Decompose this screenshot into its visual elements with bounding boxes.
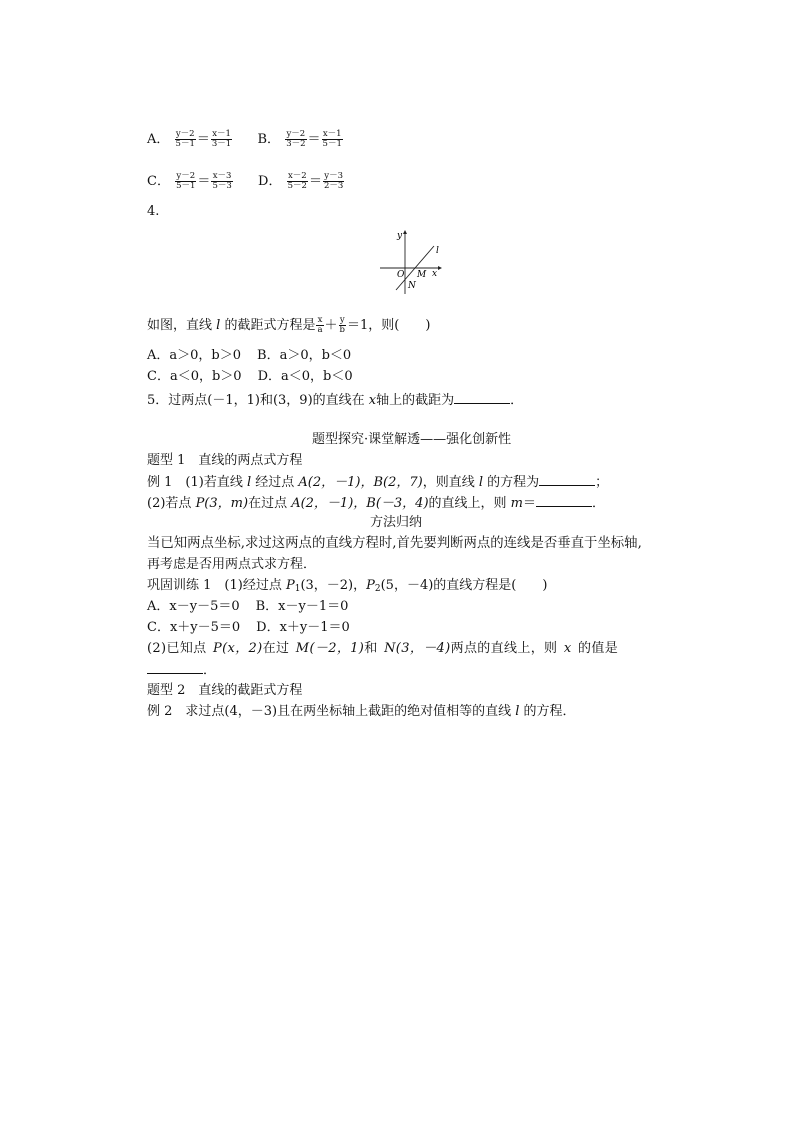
- drill1-options-row1: [147, 598, 348, 616]
- x-axis-arrow: [438, 266, 442, 270]
- variable-x: x: [563, 641, 572, 656]
- type1-title: 题型 1 直线的两点式方程: [147, 453, 303, 468]
- q3-options-row1: [147, 130, 344, 149]
- point-p: P(3，m): [195, 496, 249, 511]
- equals-sign: ＝: [307, 132, 321, 147]
- q3-option-a-fraction2: $\frac{x-1}{3-1}$: [211, 129, 232, 149]
- variable-x: x: [368, 393, 377, 408]
- q5-text: 5．过两点(－1，1)和(3，9)的直线在: [147, 393, 369, 408]
- ex2-text: 例 2 求过点(4，－3)且在两坐标轴上截距的绝对值相等的直线: [147, 704, 516, 719]
- section-title: 题型探究·课堂解透——强化创新性: [312, 432, 512, 447]
- q3-option-c-fraction1: $\frac{y-2}{5-1}$: [176, 171, 196, 191]
- answer-blank[interactable]: [539, 473, 595, 486]
- q4-option-c: C．a＜0，b＞0: [147, 369, 242, 384]
- drill-text: 两点的直线上，则: [450, 641, 564, 656]
- plus-sign: ＋: [324, 318, 338, 333]
- drill1-options-row2: [147, 619, 350, 637]
- q3-option-c-fraction2: $\frac{x-3}{5-3}$: [212, 171, 232, 191]
- drill-text: (2)已知点: [147, 641, 213, 656]
- q4-option-d: D．a＜0，b＜0: [257, 369, 353, 384]
- points-ab: A(2，－1)，B(－3，4): [291, 496, 429, 511]
- y-axis-arrow: [403, 230, 407, 234]
- q4-options-row2: [147, 368, 353, 386]
- ex1-text: (2)若点: [147, 496, 196, 511]
- subscript: 1: [294, 584, 301, 594]
- ex1-text: 例 1 (1)若直线: [147, 475, 247, 490]
- ex1-text: 的方程为: [483, 475, 540, 490]
- drill-text: 巩固训练 1 (1)经过点: [147, 578, 286, 593]
- variable-m: m: [510, 496, 523, 511]
- q3-option-a-label: A．: [147, 132, 170, 147]
- example2: [147, 703, 576, 721]
- period: ．: [203, 663, 217, 678]
- type2-title: 题型 2 直线的截距式方程: [147, 683, 303, 698]
- drill-text: 的值是: [571, 641, 619, 656]
- example1-part1: [147, 473, 608, 492]
- drill-text: (5，－4)的直线方程是( ): [380, 578, 548, 593]
- equals-sign: ＝: [523, 496, 537, 511]
- q4-stem: [147, 316, 430, 335]
- q3-option-d-fraction1: $\frac{x-2}{5-2}$: [287, 171, 307, 191]
- q3-option-d-fraction2: $\frac{y-3}{2-3}$: [323, 171, 344, 191]
- drill-text: 在过: [262, 641, 296, 656]
- origin-label: O: [397, 270, 405, 280]
- fraction-x-over-a: $\frac{x}{a}$: [317, 315, 323, 335]
- line-name: l: [478, 475, 484, 490]
- q4-option-a: A．a＞0，b＞0: [147, 348, 242, 363]
- q3-option-b-fraction2: $\frac{x-1}{5-1}$: [322, 129, 342, 149]
- q3-option-b-fraction1: $\frac{y-2}{3-2}$: [286, 129, 306, 149]
- y-axis-label: y: [397, 231, 403, 241]
- drill-option-d: D．x＋y－1＝0: [256, 620, 350, 635]
- points-ab: A(2，－1)，B(2，7): [298, 475, 423, 490]
- fraction-y-over-b: $\frac{y}{b}$: [339, 315, 345, 335]
- point-p: P(x，2): [213, 641, 263, 656]
- period: ．: [510, 393, 524, 408]
- point-m: M(－2，1): [295, 641, 365, 656]
- example1-part2: [147, 494, 605, 513]
- drill2-answer-line: [147, 661, 216, 680]
- semicolon: ；: [595, 475, 609, 490]
- drill1-stem: [147, 577, 547, 598]
- q4-stem-text: ＝1，则( ): [347, 318, 431, 333]
- line-name: l: [515, 704, 520, 719]
- q4-option-b: B．a＞0，b＜0: [257, 348, 352, 363]
- drill-text: 和: [364, 641, 385, 656]
- drill-text: (3，－2)，: [300, 578, 367, 593]
- answer-blank[interactable]: [454, 391, 510, 404]
- subscript: 2: [374, 584, 381, 594]
- method-title: 方法归纳: [370, 515, 423, 530]
- point-m-label: M: [417, 270, 427, 280]
- ex2-text: 的方程．: [519, 704, 576, 719]
- line-name: l: [246, 475, 252, 490]
- drill-option-c: C．x＋y－5＝0: [147, 620, 241, 635]
- line-l-label: l: [436, 246, 439, 256]
- answer-blank[interactable]: [536, 494, 592, 507]
- equals-sign: ＝: [196, 132, 210, 147]
- q4-number: 4.: [147, 204, 160, 219]
- point-p2: P: [366, 578, 375, 593]
- ex1-text: 的直线上，则: [428, 496, 511, 511]
- answer-blank[interactable]: [147, 661, 203, 674]
- q3-option-d-label: D．: [258, 174, 282, 189]
- ex1-text: ，则直线: [422, 475, 479, 490]
- q3-option-b-label: B．: [257, 132, 281, 147]
- q5-text: 轴上的截距为: [376, 393, 455, 408]
- q4-stem-text: 的截距式方程是: [220, 318, 316, 333]
- drill-option-b: B．x－y－1＝0: [255, 599, 349, 614]
- drill2-stem: [147, 640, 618, 658]
- equals-sign: ＝: [197, 174, 211, 189]
- q4-options-row1: [147, 347, 351, 365]
- q3-option-c-label: C．: [147, 174, 170, 189]
- q5-stem: [147, 391, 523, 410]
- q3-options-row2: [147, 172, 345, 191]
- period: ．: [592, 496, 606, 511]
- ex1-text: 在过点: [248, 496, 292, 511]
- method-line2: 再考虑是否用两点式求方程．: [147, 557, 317, 572]
- point-n: N(3，－4): [384, 641, 451, 656]
- drill-option-a: A．x－y－5＝0: [147, 599, 240, 614]
- point-n-label: N: [408, 281, 416, 291]
- ex1-text: 经过点: [251, 475, 299, 490]
- q4-stem-text: 如图，直线: [147, 318, 217, 333]
- line-name: l: [216, 318, 221, 333]
- q3-option-a-fraction1: $\frac{y-2}{5-1}$: [175, 129, 195, 149]
- method-line1: 当已知两点坐标,求过这两点的直线方程时,首先要判断两点的连线是否垂直于坐标轴,: [147, 536, 642, 551]
- equals-sign: ＝: [308, 174, 322, 189]
- point-p1: P: [285, 578, 295, 593]
- x-axis-label: x: [432, 269, 438, 279]
- q4-figure: [372, 226, 452, 296]
